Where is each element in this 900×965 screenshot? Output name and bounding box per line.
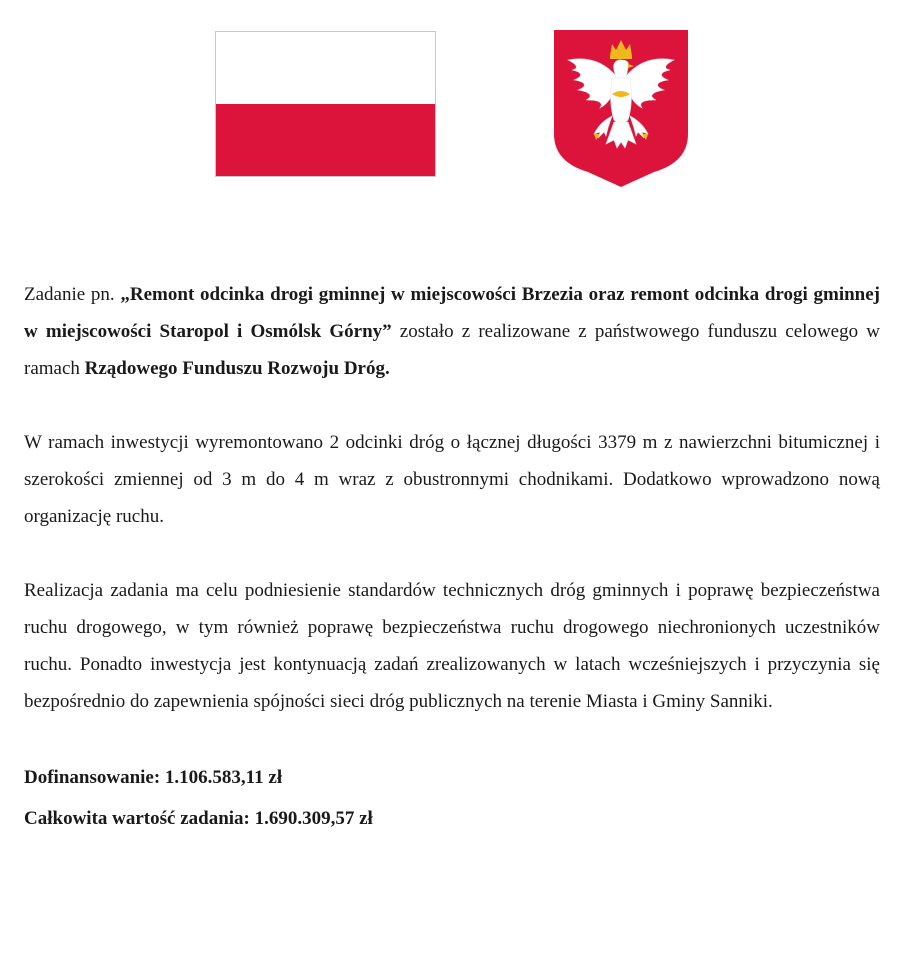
task-intro: Zadanie pn. [24,284,121,305]
funding-amount: Dofinansowanie: 1.106.583,11 zł [24,767,283,788]
investment-paragraph: W ramach inwestycji wyremontowano 2 odcinki dróg o łącznej długości 3379 m z nawierzchni bitumicznej i szerokości zmiennej od 3 m do 4 m wraz z obustronnymi chodnikami. Dodatkowo wprowadzono nową organizację ruchu. [24,432,880,527]
total-value: Całkowita wartość zadania: 1.690.309,57 zł [24,808,373,829]
polish-flag [215,31,436,177]
flag-red-stripe [216,104,435,176]
document-body [24,276,880,839]
task-name: „Remont odcinka drogi gminnej w miejscowości Brzezia oraz remont odcinka drogi gminnej w miejscowości Staropol i Osmólsk Górny” [24,284,880,342]
task-middle: zostało z realizowane z państwowego funduszu celowego w ramach [24,321,880,379]
task-paragraph [24,276,880,387]
purpose-paragraph: Realizacja zadania ma celu podniesienie standardów technicznych dróg gminnych i poprawę bezpieczeństwa ruchu drogowego, w tym również poprawę bezpieczeństwa ruchu drogowego niechronionych uczestników ruchu. Ponadto inwestycja jest kontynuacją zadań zrealizowanych w latach wcześniejszych i przyczynia się bezpośrednio do zapewnienia spójności sieci dróg publicznych na terenie Miasta i Gminy Sanniki. [24,580,880,712]
polish-emblem-icon [554,30,688,188]
fund-name: Rządowego Funduszu Rozwoju Dróg. [84,358,390,379]
flag-white-stripe [216,32,435,104]
totals-block [24,757,880,839]
